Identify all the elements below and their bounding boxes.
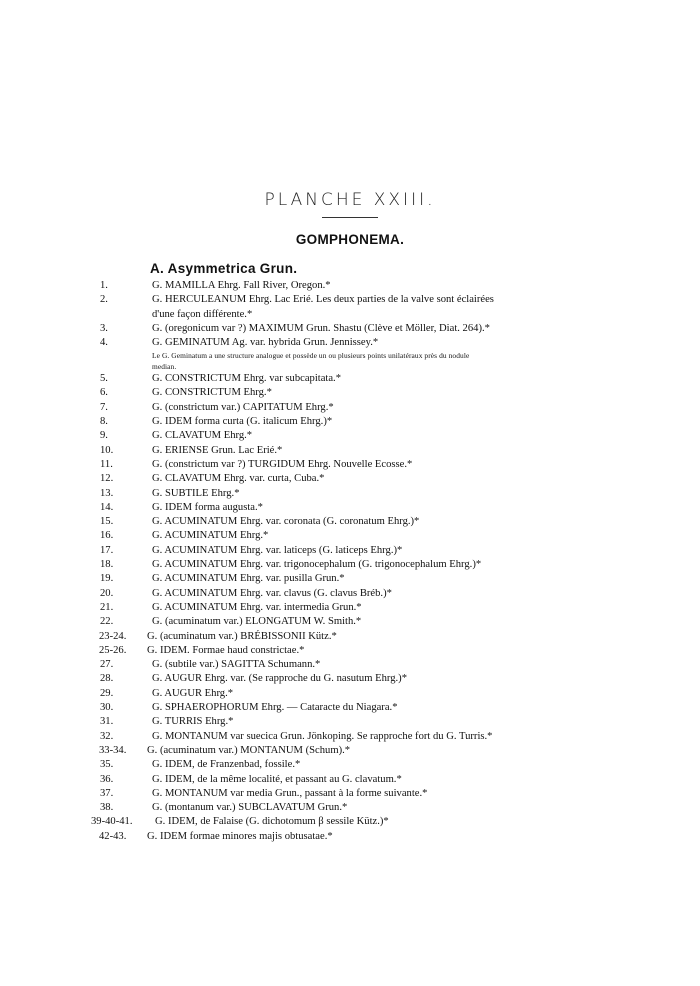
entry-number: 36.: [100, 773, 114, 785]
entry-text: G. ACUMINATUM Ehrg. var. laticeps (G. laticeps Ehrg.)*: [152, 544, 403, 556]
entry-text: G. CLAVATUM Ehrg. var. curta, Cuba.*: [152, 473, 325, 485]
list-item: [0, 744, 700, 758]
entry-number: 11.: [100, 458, 113, 470]
entry-number: 4.: [100, 336, 108, 348]
entry-number: 6.: [100, 387, 108, 399]
list-item: [0, 336, 700, 350]
entry-text: G. ACUMINATUM Ehrg. var. pusilla Grun.*: [152, 573, 345, 585]
list-item: [0, 601, 700, 615]
list-item: [0, 429, 700, 443]
entry-number: 15.: [100, 516, 114, 528]
list-item: [0, 672, 700, 686]
entry-number: 7.: [100, 401, 108, 413]
entry-number: 17.: [100, 544, 114, 556]
entry-text: G. ACUMINATUM Ehrg. var. clavus (G. clavus Bréb.)*: [152, 587, 392, 599]
entry-number: 38.: [100, 802, 114, 814]
entry-text: G. SUBTILE Ehrg.*: [152, 487, 240, 499]
entry-number: 29.: [100, 687, 114, 699]
list-item: [0, 572, 700, 586]
entry-number: 1.: [100, 280, 108, 291]
list-item: [0, 715, 700, 729]
entry-text: G. ACUMINATUM Ehrg. var. intermedia Grun.*: [152, 601, 362, 613]
entry-text: G. MAMILLA Ehrg. Fall River, Oregon.*: [152, 280, 331, 291]
list-item: [0, 472, 700, 486]
entry-text: G. MONTANUM var media Grun., passant à la forme suivante.*: [152, 787, 428, 799]
section-heading: A. Asymmetrica Grun.: [150, 261, 298, 276]
entry-number: 13.: [100, 487, 114, 499]
entry-text: G. IDEM formae minores majis obtusatae.*: [147, 830, 333, 842]
entry-text: G. ACUMINATUM Ehrg. var. coronata (G. coronatum Ehrg.)*: [152, 516, 420, 528]
list-item: [0, 644, 700, 658]
entry-text: G. AUGUR Ehrg. var. (Se rapproche du G. nasutum Ehrg.)*: [152, 673, 407, 685]
entry-number: 31.: [100, 716, 114, 728]
list-item: [0, 558, 700, 572]
entry-text: G. IDEM, de Falaise (G. dichotomum β sessile Kütz.)*: [155, 816, 389, 828]
entry-number: 21.: [100, 601, 114, 613]
list-item: [0, 279, 700, 293]
entry-number: 23-24.: [99, 630, 127, 642]
entry-number: 28.: [100, 673, 114, 685]
list-item: [0, 815, 700, 829]
entry-number: 8.: [100, 416, 108, 428]
entry-number: 33-34.: [99, 744, 127, 756]
entry-text: G. (acuminatum var.) ELONGATUM W. Smith.*: [152, 616, 362, 628]
entry-text: G. CLAVATUM Ehrg.*: [152, 430, 253, 442]
list-item: [0, 458, 700, 472]
list-item: [0, 701, 700, 715]
list-item: [0, 401, 700, 415]
entry-text: G. (acuminatum var.) BRÉBISSONII Kütz.*: [147, 630, 337, 642]
entry-text: G. (acuminatum var.) MONTANUM (Schum).*: [147, 744, 351, 756]
entry-text: G. IDEM, de Franzenbad, fossile.*: [152, 759, 301, 771]
entry-text: G. (constrictum var ?) TURGIDUM Ehrg. Nouvelle Ecosse.*: [152, 458, 413, 470]
title-rule: [322, 217, 378, 218]
entry-text: G. ACUMINATUM Ehrg.*: [152, 530, 269, 542]
entry-continuation: d'une façon différente.*: [152, 308, 253, 320]
list-item: [0, 787, 700, 801]
list-item: [0, 658, 700, 672]
entry-text: G. HERCULEANUM Ehrg. Lac Erié. Les deux parties de la valve sont éclairées: [152, 294, 494, 306]
entry-text: G. IDEM forma curta (G. italicum Ehrg.)*: [152, 416, 333, 428]
entry-text: G. AUGUR Ehrg.*: [152, 687, 234, 699]
species-list: [0, 279, 700, 844]
list-item: [0, 773, 700, 787]
entry-text: G. GEMINATUM Ag. var. hybrida Grun. Jennissey.*: [152, 336, 379, 348]
list-item: [0, 758, 700, 772]
entry-number: 16.: [100, 530, 114, 542]
list-item: [0, 587, 700, 601]
entry-text: G. (constrictum var.) CAPITATUM Ehrg.*: [152, 401, 334, 413]
list-item: [0, 293, 700, 307]
entry-number: 22.: [100, 616, 114, 628]
entry-number: 9.: [100, 430, 108, 442]
entry-text: G. MONTANUM var suecica Grun. Jönkoping. Se rapproche fort du G. Turris.*: [152, 730, 493, 742]
entry-number: 27.: [100, 659, 114, 671]
list-item: [0, 687, 700, 701]
entry-number: 20.: [100, 587, 114, 599]
list-item: [0, 529, 700, 543]
entry-number: 12.: [100, 473, 114, 485]
entry-text: G. (oregonicum var ?) MAXIMUM Grun. Shastu (Clève et Möller, Diat. 264).*: [152, 322, 490, 334]
entry-number: 18.: [100, 559, 114, 571]
entry-number: 25-26.: [99, 644, 127, 656]
entry-text: G. IDEM. Formae haud constrictae.*: [147, 644, 305, 656]
entry-number: 10.: [100, 444, 114, 456]
entry-number: 2.: [100, 294, 108, 306]
entry-text: G. (montanum var.) SUBCLAVATUM Grun.*: [152, 802, 348, 814]
entry-number: 35.: [100, 759, 114, 771]
list-item: [0, 830, 700, 844]
list-item: [0, 322, 700, 336]
list-item: [0, 386, 700, 400]
list-item: [0, 630, 700, 644]
list-item: [0, 730, 700, 744]
entry-text: G. ACUMINATUM Ehrg. var. trigonocephalum (G. trigonocephalum Ehrg.)*: [152, 559, 482, 571]
entry-text: G. ERIENSE Grun. Lac Erié.*: [152, 444, 283, 456]
list-item: [0, 487, 700, 501]
entry-text: G. CONSTRICTUM Ehrg. var subcapitata.*: [152, 373, 341, 385]
entry-number: 5.: [100, 373, 108, 385]
list-item: [0, 544, 700, 558]
list-item: [0, 801, 700, 815]
entry-number: 32.: [100, 730, 114, 742]
plate-title: PLANCHE XXIII.: [264, 190, 436, 210]
list-item: [0, 372, 700, 386]
entry-number: 19.: [100, 573, 114, 585]
entry-text: G. TURRIS Ehrg.*: [152, 716, 234, 728]
entry-number: 14.: [100, 501, 114, 513]
entry-text: G. SPHAEROPHORUM Ehrg. — Cataracte du Niagara.*: [152, 702, 398, 714]
entry-note: Le G. Geminatum a une structure analogue et possède un ou plusieurs points unilatéraux près du nodule: [152, 351, 470, 361]
entry-text: G. CONSTRICTUM Ehrg.*: [152, 387, 272, 399]
entry-number: 37.: [100, 787, 114, 799]
entry-number: 3.: [100, 322, 108, 334]
list-item: [0, 444, 700, 458]
entry-text: G. IDEM, de la même localité, et passant au G. clavatum.*: [152, 773, 402, 785]
entry-number: 30.: [100, 702, 114, 714]
entry-text: G. IDEM forma augusta.*: [152, 501, 263, 513]
entry-number: 42-43.: [99, 830, 127, 842]
genus-heading: GOMPHONEMA.: [295, 232, 405, 247]
list-item: [0, 415, 700, 429]
list-item: [0, 615, 700, 629]
entry-text: G. (subtile var.) SAGITTA Schumann.*: [152, 659, 321, 671]
list-item: [0, 515, 700, 529]
entry-note: median.: [152, 362, 177, 372]
entry-number: 39-40-41.: [91, 816, 133, 828]
list-item: [0, 501, 700, 515]
